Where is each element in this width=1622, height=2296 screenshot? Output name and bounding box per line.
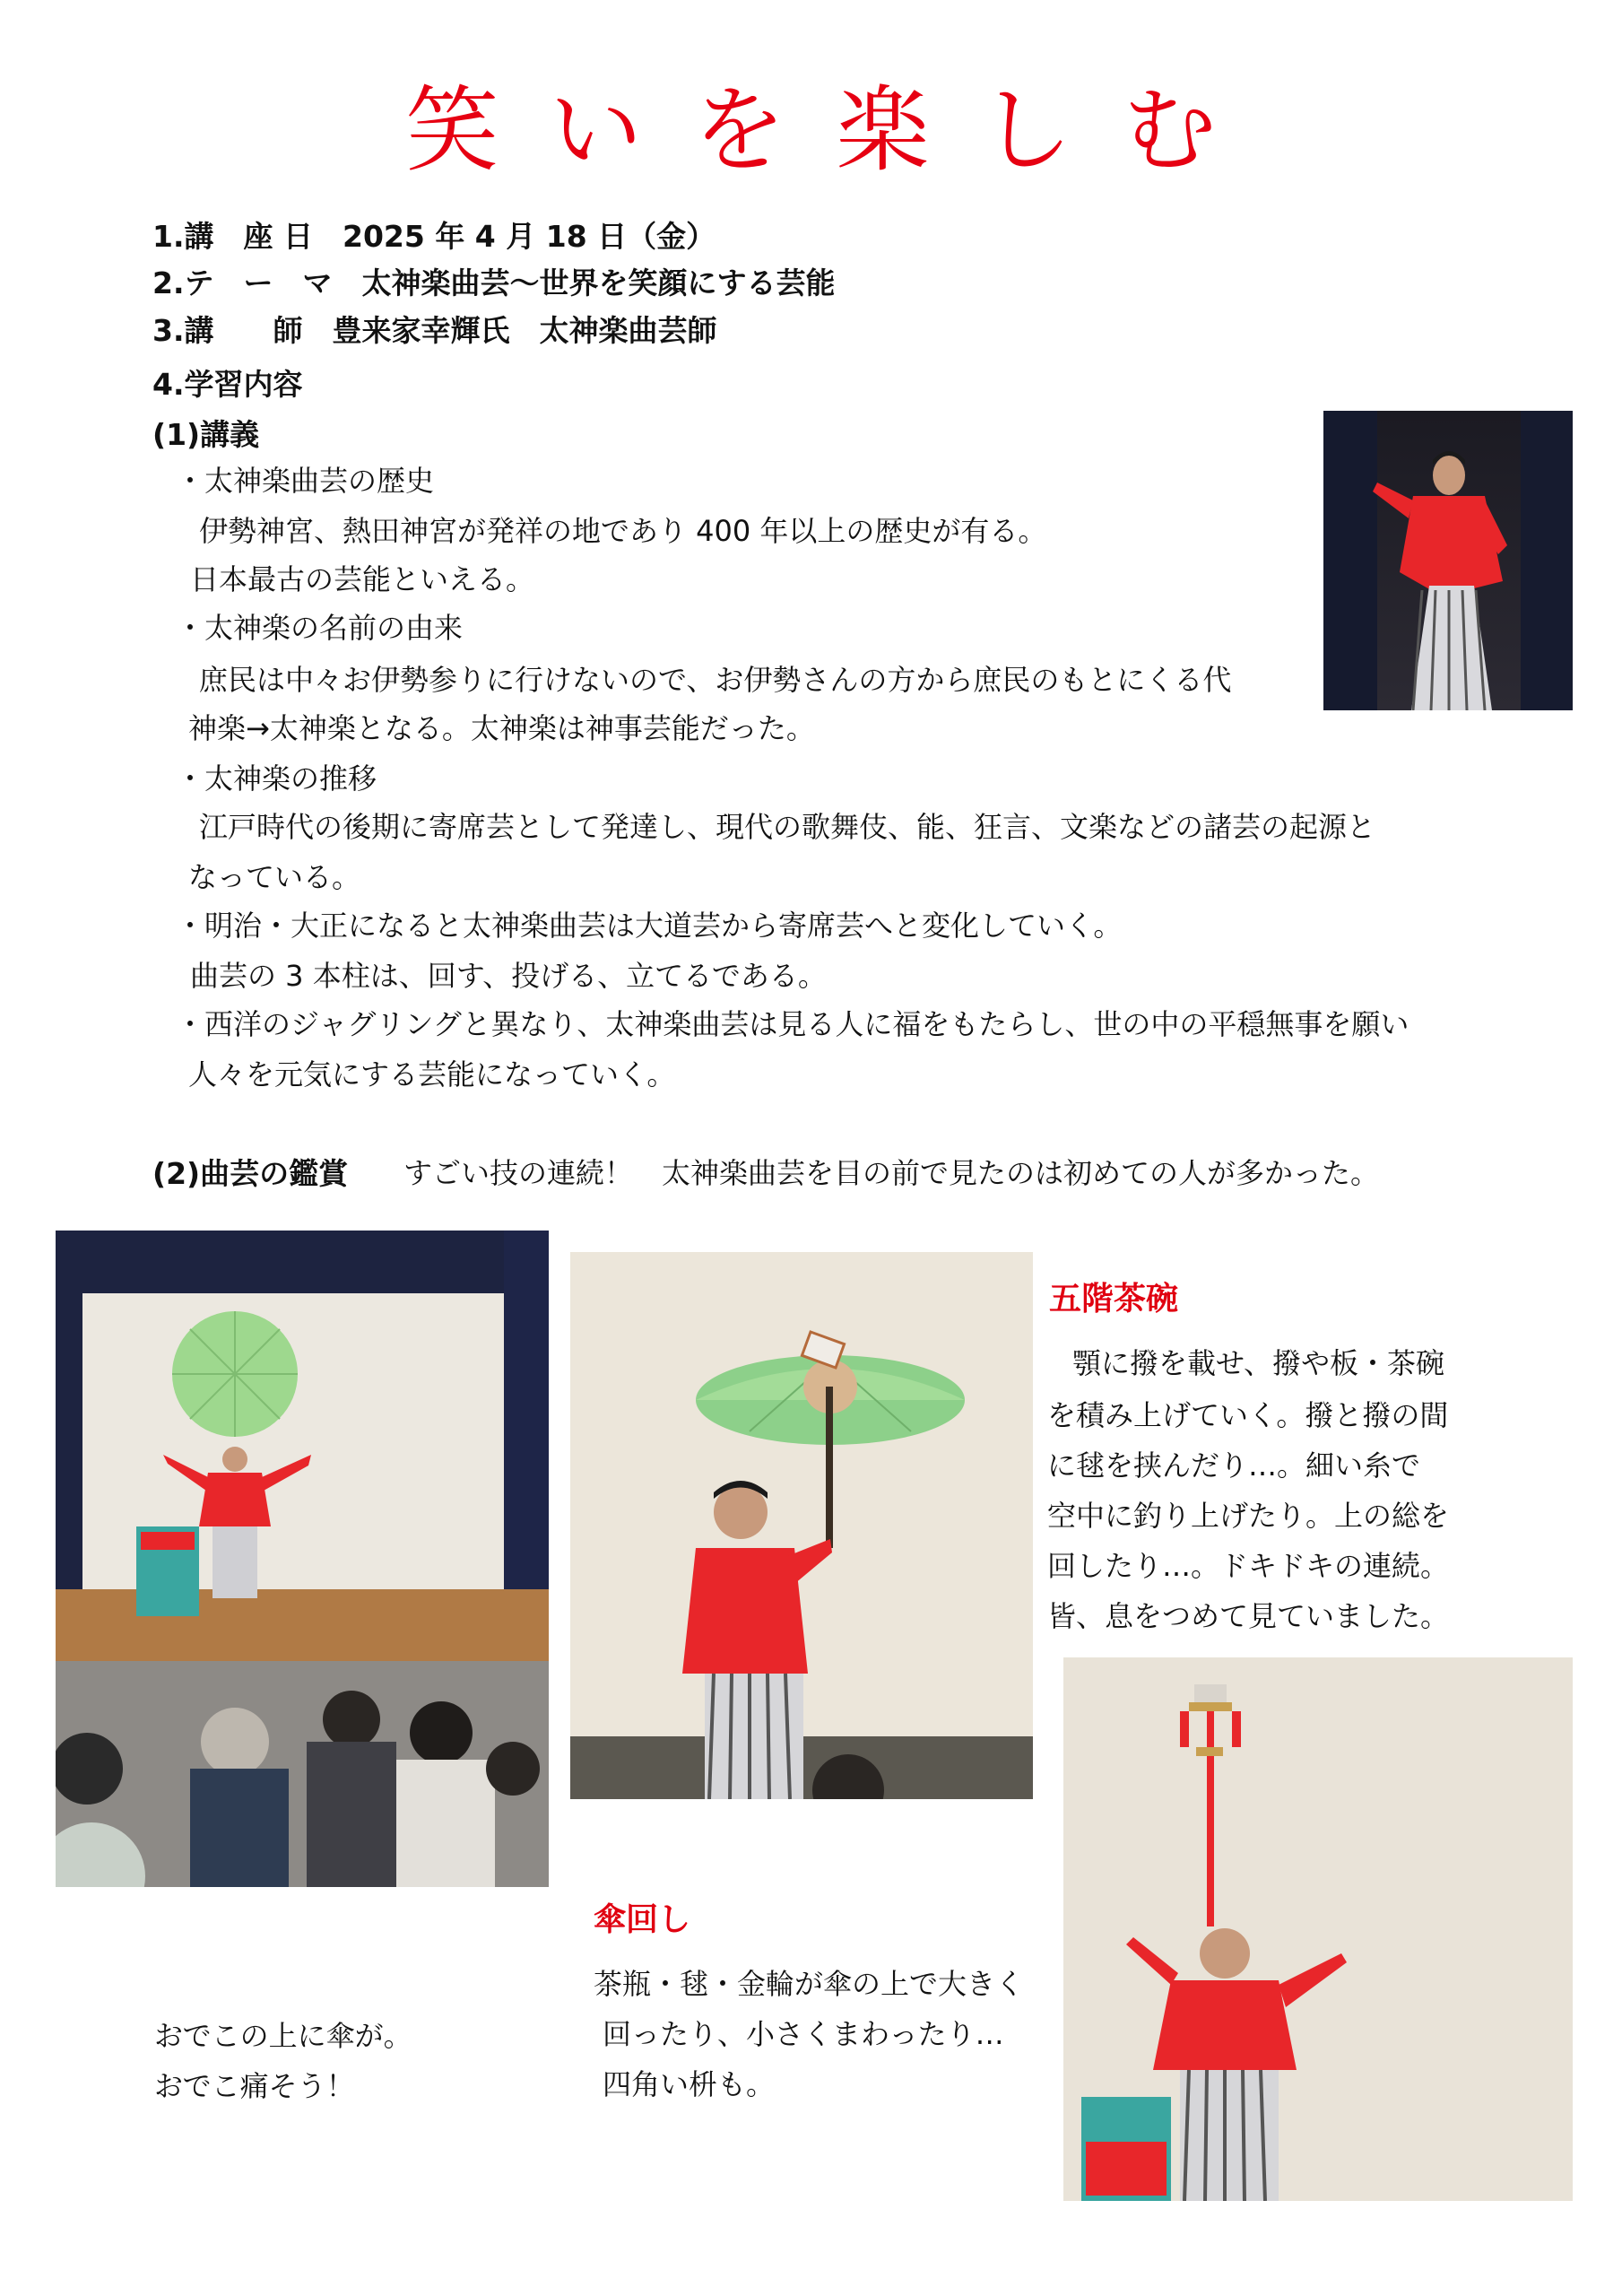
gokai-chawan-line: に毬を挟んだり…。細い糸で [1047, 1448, 1421, 1483]
gokai-chawan-line: を積み上げていく。撥と撥の間 [1047, 1398, 1449, 1432]
gokai-chawan-line: 顎に撥を載せ、撥や板・茶碗 [1072, 1346, 1445, 1380]
gokai-chawan-photo [1063, 1657, 1573, 2201]
lecture-date: 1.講 座 日 2025 年 4 月 18 日（金） [152, 219, 716, 254]
lecture-line: 曲芸の 3 本柱は、回す、投げる、立てるである。 [190, 959, 827, 993]
kasa-line: 茶瓶・毬・金輪が傘の上で大きく [594, 1967, 1025, 2001]
lecture-line: 江戸時代の後期に寄席芸として発達し、現代の歌舞伎、能、狂言、文楽などの諸芸の起源と [199, 810, 1376, 844]
lecture-theme: 2.テ ー マ 太神楽曲芸～世界を笑顔にする芸能 [152, 265, 836, 300]
odeko-line: おでこ痛そう！ [154, 2069, 355, 2103]
lecture-line: ・太神楽の名前の由来 [176, 611, 464, 645]
lecturer: 3.講 師 豊来家幸輝氏 太神楽曲芸師 [152, 313, 717, 348]
gokai-chawan-line: 空中に釣り上げたり。上の総を [1047, 1499, 1450, 1533]
kasa-heading: 傘回し [594, 1901, 691, 1938]
kasa-line: 回ったり、小さくまわったり… [603, 2017, 1004, 2051]
lecture-line: 神楽→太神楽となる。太神楽は神事芸能だった。 [188, 711, 815, 745]
appreciation-heading: (2)曲芸の鑑賞 [152, 1156, 349, 1191]
lecture-line: 日本最古の芸能といえる。 [190, 562, 535, 596]
gokai-chawan-line: 皆、息をつめて見ていました。 [1047, 1599, 1450, 1633]
lecture-line: 人々を元気にする芸能になっていく。 [188, 1057, 676, 1091]
umbrella-photo [570, 1252, 1033, 1799]
gokai-chawan-line: 回したり…。ドキドキの連続。 [1047, 1549, 1450, 1583]
page-title: 笑いを楽しむ [405, 75, 1267, 185]
appreciation-text: すごい技の連続！ 太神楽曲芸を目の前で見たのは初めての人が多かった。 [403, 1156, 1380, 1190]
content-heading: 4.学習内容 [152, 367, 303, 402]
lecture-line: ・西洋のジャグリングと異なり、太神楽曲芸は見る人に福をもたらし、世の中の平穏無事を願い [176, 1007, 1409, 1041]
lecture-line: なっている。 [188, 860, 361, 894]
lecture-line: 伊勢神宮、熱田神宮が発祥の地であり 400 年以上の歴史が有る。 [199, 514, 1047, 548]
lecture-line: ・明治・大正になると太神楽曲芸は大道芸から寄席芸へと変化していく。 [176, 909, 1123, 943]
gokai-chawan-heading: 五階茶碗 [1049, 1281, 1179, 1318]
lecture-line: ・太神楽曲芸の歴史 [176, 464, 435, 498]
lecture-line: ・太神楽の推移 [176, 761, 377, 796]
lecture-heading: (1)講義 [152, 417, 260, 452]
odeko-line: おでこの上に傘が。 [154, 2019, 412, 2053]
kasa-line: 四角い枡も。 [603, 2067, 776, 2101]
stage-audience-photo [56, 1231, 549, 1887]
performer-photo [1323, 411, 1573, 710]
lecture-line: 庶民は中々お伊勢参りに行けないので、お伊勢さんの方から庶民のもとにくる代 [199, 663, 1232, 697]
